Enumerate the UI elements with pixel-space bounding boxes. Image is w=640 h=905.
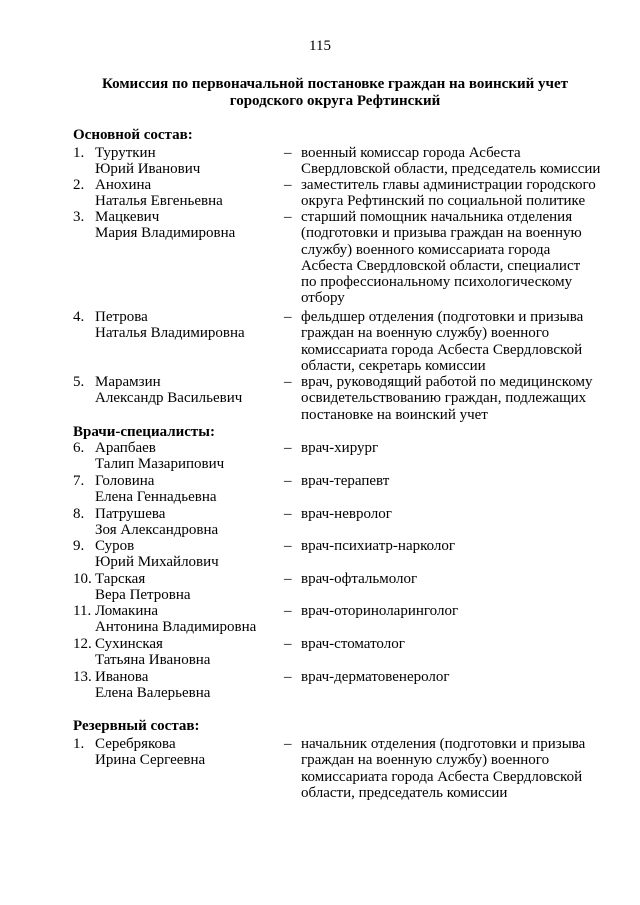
item-number: 1. [73, 736, 85, 752]
role-line: отбору [301, 290, 345, 307]
person-name [73, 669, 283, 702]
person-name [73, 309, 283, 342]
surname-text: Мацкевич [95, 209, 160, 225]
role-dash: – [284, 177, 292, 193]
person-name [73, 636, 283, 669]
role-dash: – [284, 209, 292, 225]
role-line: врач-стоматолог [301, 636, 405, 652]
role-line: врач-невролог [301, 506, 392, 522]
page-number: 115 [309, 38, 331, 54]
surname-text: Арапбаев [95, 440, 156, 456]
item-number: 1. [73, 145, 85, 161]
role-line: врач, руководящий работой по медицинскому [301, 374, 593, 390]
person-given-names: Юрий Иванович [95, 161, 201, 178]
person-surname [73, 309, 283, 325]
document-title [70, 76, 600, 110]
person-role [284, 538, 614, 554]
title-line-1: Комиссия по первоначальной постановке граждан на воинский учет [102, 76, 568, 92]
person-name [73, 440, 283, 473]
role-line: Свердловской области, председатель комиссии [301, 161, 601, 178]
role-line: службу) военного комиссариата города [301, 241, 551, 258]
person-surname [73, 209, 283, 225]
person-role [284, 669, 614, 685]
person-given-names: Елена Геннадьевна [95, 489, 217, 506]
role-line: области, председатель комиссии [301, 784, 508, 801]
person-surname [73, 177, 283, 193]
item-number: 4. [73, 309, 85, 325]
role-line: комиссариата города Асбеста Свердловской [301, 341, 583, 358]
item-number: 11. [73, 603, 92, 619]
item-number: 9. [73, 538, 85, 554]
person-role [284, 440, 614, 456]
role-dash: – [284, 603, 292, 619]
surname-text: Патрушева [95, 506, 166, 522]
role-line: врач-психиатр-нарколог [301, 538, 456, 554]
surname-text: Серебрякова [95, 736, 176, 752]
title-line-2: городского округа Рефтинский [229, 93, 441, 109]
item-number: 13. [73, 669, 92, 685]
person-name [73, 506, 283, 539]
person-role [284, 177, 614, 210]
person-name [73, 374, 283, 407]
item-number: 2. [73, 177, 85, 193]
role-dash: – [284, 506, 292, 522]
surname-text: Ломакина [95, 603, 159, 619]
role-line: Асбеста Свердловской области, специалист [301, 257, 581, 274]
person-surname [73, 374, 283, 390]
role-dash: – [284, 440, 292, 456]
role-dash: – [284, 571, 292, 587]
person-surname [73, 506, 283, 522]
person-name [73, 145, 283, 178]
item-number: 12. [73, 636, 92, 652]
person-surname [73, 571, 283, 587]
surname-text: Туруткин [95, 145, 156, 161]
item-number: 8. [73, 506, 85, 522]
person-name [73, 538, 283, 571]
role-line: заместитель главы администрации городского [301, 177, 596, 193]
role-line: (подготовки и призыва граждан на военную [301, 225, 582, 242]
section-heading-doctors: Врачи-специалисты: [73, 424, 216, 440]
person-given-names: Антонина Владимировна [95, 619, 257, 636]
person-given-names: Юрий Михайлович [95, 554, 219, 571]
person-name [73, 473, 283, 506]
role-line: граждан на военную службу) военного [301, 325, 550, 342]
person-name [73, 571, 283, 604]
role-line: начальник отделения (подготовки и призыва [301, 736, 586, 752]
person-name [73, 736, 283, 769]
role-line: фельдшер отделения (подготовки и призыва [301, 309, 584, 325]
role-line: комиссариата города Асбеста Свердловской [301, 768, 583, 785]
role-dash: – [284, 538, 292, 554]
person-given-names: Елена Валерьевна [95, 685, 211, 702]
person-given-names: Татьяна Ивановна [95, 652, 211, 669]
person-role [284, 374, 614, 423]
role-line: врач-дерматовенеролог [301, 669, 450, 685]
person-given-names: Ирина Сергеевна [95, 752, 206, 769]
person-role [284, 571, 614, 587]
person-role [284, 209, 614, 307]
surname-text: Головина [95, 473, 155, 489]
role-line: по профессиональному психологическому [301, 274, 573, 291]
surname-text: Тарская [95, 571, 146, 587]
person-given-names: Наталья Евгеньевна [95, 193, 223, 210]
section-heading-reserve: Резервный состав: [73, 718, 200, 734]
role-line: врач-хирург [301, 440, 379, 456]
surname-text: Анохина [95, 177, 152, 193]
person-role [284, 736, 614, 801]
person-surname [73, 473, 283, 489]
person-name [73, 603, 283, 636]
item-number: 10. [73, 571, 92, 587]
role-dash: – [284, 636, 292, 652]
person-surname [73, 636, 283, 652]
person-given-names: Талип Мазарипович [95, 456, 225, 473]
role-line: округа Рефтинский по социальной политике [301, 193, 586, 210]
person-role [284, 145, 614, 178]
role-dash: – [284, 309, 292, 325]
surname-text: Иванова [95, 669, 149, 685]
person-given-names: Александр Васильевич [95, 390, 243, 407]
person-name [73, 209, 283, 242]
item-number: 3. [73, 209, 85, 225]
person-given-names: Вера Петровна [95, 587, 191, 604]
item-number: 7. [73, 473, 85, 489]
role-dash: – [284, 374, 292, 390]
person-given-names: Мария Владимировна [95, 225, 236, 242]
role-line: врач-терапевт [301, 473, 390, 489]
role-line: постановке на воинский учет [301, 406, 488, 423]
person-role [284, 603, 614, 619]
person-surname [73, 603, 283, 619]
role-line: военный комиссар города Асбеста [301, 145, 521, 161]
surname-text: Сухинская [95, 636, 163, 652]
person-given-names: Зоя Александровна [95, 522, 219, 539]
surname-text: Суров [95, 538, 135, 554]
person-role [284, 636, 614, 652]
role-line: старший помощник начальника отделения [301, 209, 573, 225]
person-surname [73, 538, 283, 554]
item-number: 5. [73, 374, 85, 390]
role-dash: – [284, 736, 292, 752]
surname-text: Петрова [95, 309, 148, 325]
role-line: врач-офтальмолог [301, 571, 418, 587]
role-dash: – [284, 669, 292, 685]
section-heading-main: Основной состав: [73, 127, 193, 143]
person-role [284, 309, 614, 374]
surname-text: Марамзин [95, 374, 161, 390]
person-surname [73, 145, 283, 161]
person-role [284, 473, 614, 489]
person-name [73, 177, 283, 210]
role-line: врач-оториноларинголог [301, 603, 459, 619]
person-given-names: Наталья Владимировна [95, 325, 245, 342]
role-line: граждан на военную службу) военного [301, 752, 550, 769]
person-role [284, 506, 614, 522]
role-line: освидетельствованию граждан, подлежащих [301, 390, 587, 407]
person-surname [73, 440, 283, 456]
person-surname [73, 736, 283, 752]
person-surname [73, 669, 283, 685]
role-line: области, секретарь комиссии [301, 357, 486, 374]
item-number: 6. [73, 440, 85, 456]
role-dash: – [284, 145, 292, 161]
role-dash: – [284, 473, 292, 489]
